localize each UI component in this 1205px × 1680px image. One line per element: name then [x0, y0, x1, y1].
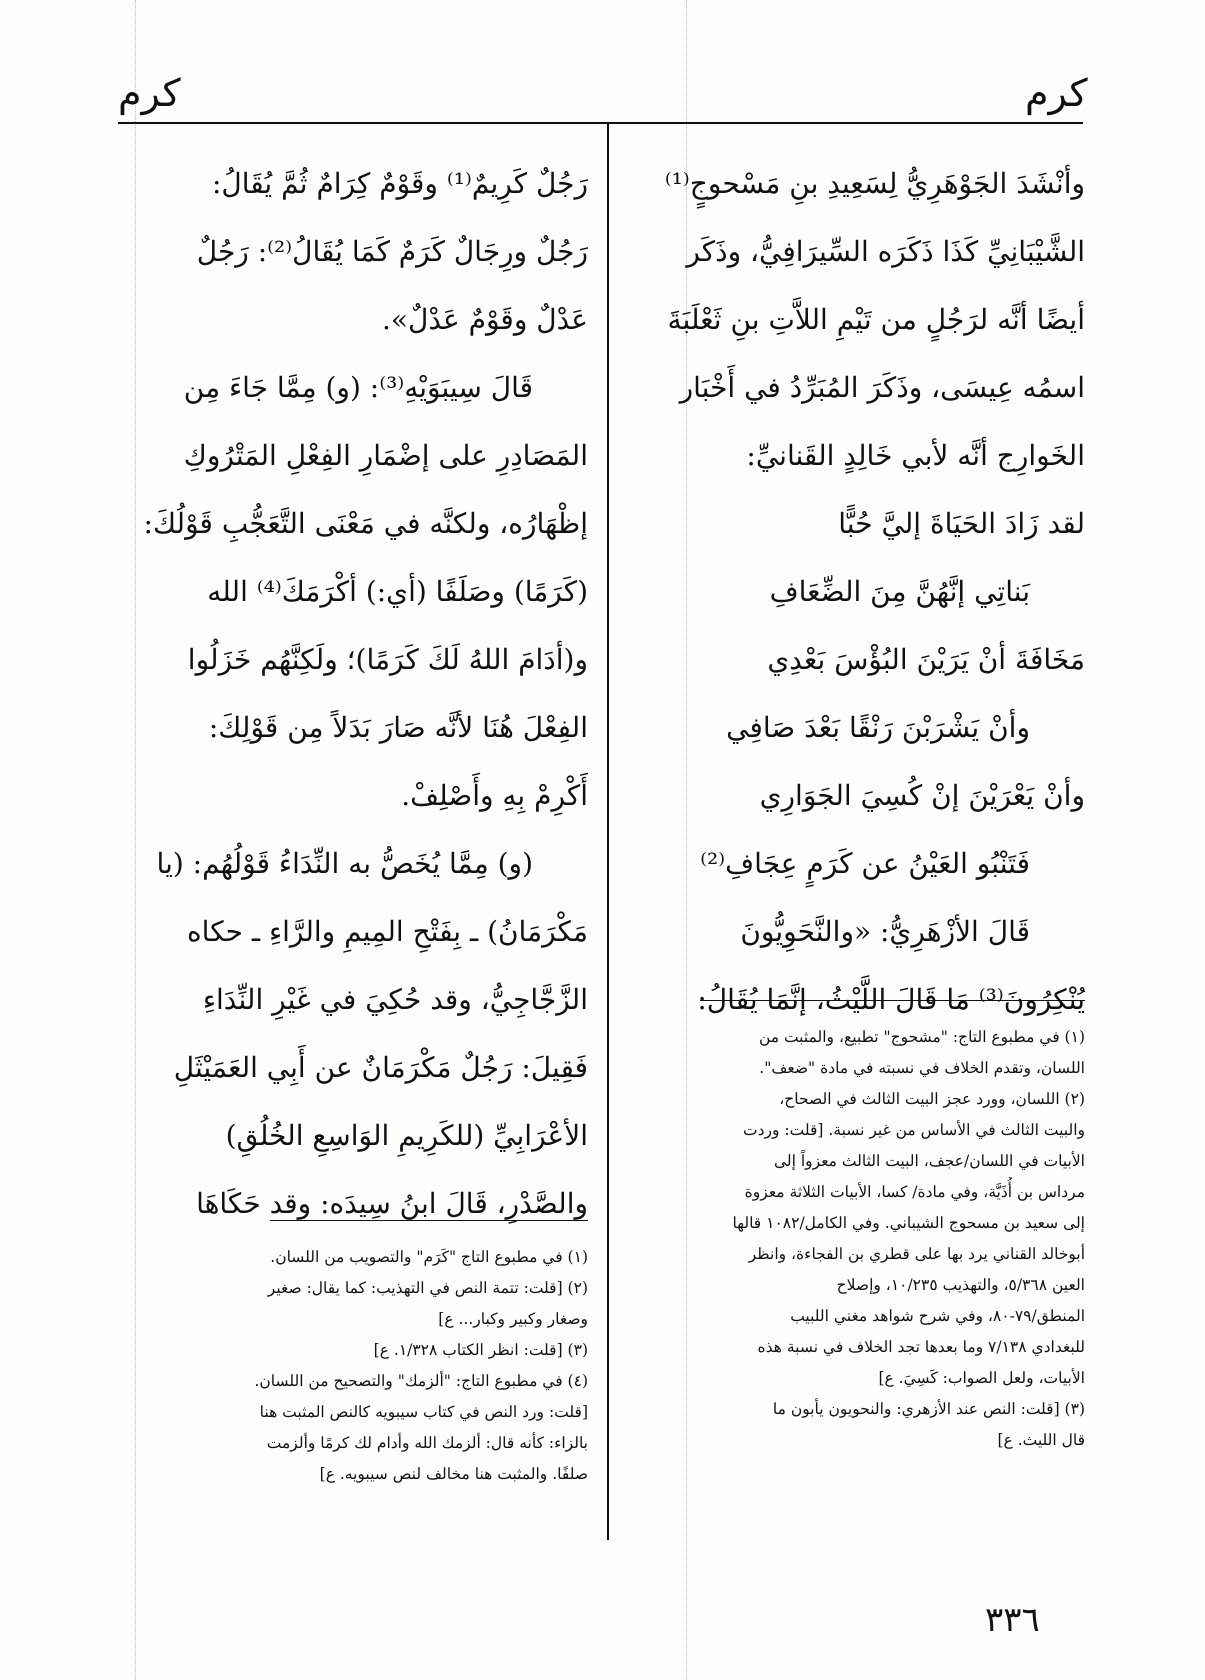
footnote-line: العين ٥/٣٦٨، والتهذيب ١٠/٢٣٥، وإصلاح: [836, 1276, 1085, 1294]
text-line: المَصَادِرِ على إضْمَارِ الفِعْلِ المَتْرُوكِ: [183, 439, 588, 472]
verse-line: لقد زَادَ الحَيَاةَ إليَّ حُبًّا: [838, 507, 1085, 540]
footnotes-right: [640, 1022, 1085, 1456]
footnote-line: أبوخالد القناني يرد بها على قطري بن الفجاءة، وانظر: [748, 1245, 1085, 1263]
text-line: الفِعْلَ هُنَا لأنَّه صَارَ بَدَلاً مِن قَوْلِكَ:: [208, 711, 588, 744]
column-divider: [607, 122, 609, 1540]
text-line: اسمُه عِيسَى، وذَكَرَ المُبَرِّدُ في أَخْبَار: [679, 371, 1085, 404]
text-line: وأنْشَدَ الجَوْهَرِيُّ لِسَعِيدِ بنِ مَسْحوجٍ⁽¹⁾: [664, 167, 1085, 200]
verse-line: فَتَنْبُو العَيْنُ عن كَرَمٍ عِجَافِ⁽²⁾: [700, 847, 1030, 880]
text-line: (كَرَمًا) وصَلَفًا (أي:) أكْرَمَكَ⁽⁴⁾ الله: [207, 575, 588, 608]
footnote-line: [قلت: ورد النص في كتاب سيبويه كالنص المثبت هنا: [259, 1403, 588, 1421]
footnote-rule-left: [270, 1220, 588, 1221]
footnote-line: إلى سعيد بن مسحوج الشيباني. وفي الكامل/١٠٨٢ قالها: [732, 1214, 1085, 1232]
text-line: أَكْرِمْ بِهِ وأَصْلِفْ.: [401, 779, 588, 812]
text-line: قَالَ الأزْهَرِيُّ: «والنَّحَوِيُّونَ: [740, 915, 1030, 948]
footnote-line: (١) في مطبوع التاج "كَرَم" والتصويب من اللسان.: [270, 1248, 588, 1266]
verse-line: مَخَافَةَ أنْ يَرَيْنَ البُؤْسَ بَعْدِي: [767, 643, 1085, 676]
text-line: رَجُلٌ ورِجَالٌ كَرَمٌ كَمَا يُقَالُ⁽²⁾: رَجُلٌ: [196, 235, 588, 268]
text-line: يُنْكِرُونَ⁽³⁾ مَا قَالَ اللَّيْثُ، إنَّمَا يُقَالُ:: [697, 983, 1085, 1016]
footnote-line: (٣) [قلت: انظر الكتاب ١/٣٢٨. ع]: [373, 1341, 588, 1359]
right-column: [640, 150, 1085, 1034]
left-column: [118, 150, 588, 1238]
text-line: (و) مِمَّا يُخَصُّ به النِّدَاءُ قَوْلُهُم: (يا: [156, 847, 533, 880]
text-line: الشَّيْبَانِيِّ كَذَا ذَكَرَه السِّيرَافِيُّ، وذَكَر: [686, 235, 1085, 268]
footnote-line: (٣) [قلت: النص عند الأزهري: والنحويون يأبون ما: [772, 1400, 1085, 1418]
text-line: و(أدَامَ اللهُ لَكَ كَرَمًا)؛ ولَكِنَّهُم خَزَلُوا: [187, 643, 588, 676]
text-line: أيضًا أنَّه لرَجُلٍ من تَيْمِ اللاَّتِ بنِ ثَعْلَبَةَ: [667, 303, 1085, 336]
verse-line: بَناتِي إنَّهُنَّ مِنَ الضِّعَافِ: [769, 575, 1030, 608]
footnote-line: (٢) اللسان، وورد عجز البيت الثالث في الصحاح،: [779, 1090, 1085, 1108]
text-line: رَجُلٌ كَرِيمٌ⁽¹⁾ وقَوْمٌ كِرَامٌ ثُمَّ يُقَالُ:: [211, 167, 588, 200]
text-line: الأعْرَابِيِّ (للكَرِيمِ الوَاسِعِ الخُلُقِ): [225, 1119, 588, 1152]
text-line: الزَّجَّاجِيُّ، وقد حُكِيَ في غَيْرِ النِّدَاءِ: [202, 983, 588, 1016]
text-line: مَكْرَمَانُ) ـ بِفَتْحِ المِيمِ والرَّاءِ ـ حكاه: [187, 915, 588, 948]
footnote-line: المنطق/٧٩-٨٠، وفي شرح شواهد مغني اللبيب: [790, 1307, 1085, 1325]
footnote-line: (١) في مطبوع التاج: "مشحوج" تطبيع، والمثبت من: [758, 1028, 1085, 1046]
header-word-right: كرم: [1025, 71, 1088, 115]
footnotes-left: [118, 1242, 588, 1490]
footnote-line: بالزاء: كأنه قال: ألزمك الله وأدام لك كرمًا وألزمت: [266, 1434, 588, 1452]
footnote-line: للبغدادي ٧/١٣٨ وما بعدها تجد الخلاف في نسبة هذه: [757, 1338, 1085, 1356]
text-line: قَالَ سِيبَوَيْهِ⁽³⁾: (و) مِمَّا جَاءَ مِن: [183, 371, 533, 404]
footnote-rule-right: [700, 1000, 1085, 1001]
footnote-line: صلفًا. والمثبت هنا مخالف لنص سيبويه. ع]: [319, 1465, 588, 1483]
footnote-line: الأبيات، ولعل الصواب: كَسِيَ. ع]: [878, 1369, 1085, 1387]
header-rule: [118, 122, 1083, 124]
footnote-line: مرداس بن أُذَيَّة، وفي مادة/ كسا، الأبيات الثلاثة معزوة: [744, 1183, 1085, 1201]
footnote-line: والبيت الثالث في الأساس من غير نسبة. [قلت: وردت: [743, 1121, 1085, 1139]
footnote-line: الأبيات في اللسان/عجف، البيت الثالث معزواً إلى: [773, 1152, 1085, 1170]
text-line: فَقِيلَ: رَجُلٌ مَكْرَمَانٌ عن أَبِي العَمَيْثَلِ: [173, 1051, 588, 1084]
footnote-line: اللسان، وتقدم الخلاف في نسبته في مادة "ضعف".: [759, 1059, 1085, 1077]
page-number: ٣٣٦: [985, 1600, 1040, 1640]
footnote-line: (٢) [قلت: تتمة النص في التهذيب: كما يقال: صغير: [267, 1279, 588, 1297]
text-line: إظْهَارُه، ولكنَّه في مَعْنَى التَّعَجُّبِ قَوْلُكَ:: [143, 507, 588, 540]
header-word-left: كرم: [118, 71, 181, 115]
footnote-line: قال الليث. ع]: [997, 1431, 1085, 1449]
footnote-line: (٤) في مطبوع التاج: "ألزمك" والتصحيح من اللسان.: [254, 1372, 588, 1390]
verse-line: وأنْ يَعْرَيْنَ إنْ كُسِيَ الجَوَارِي: [759, 779, 1085, 812]
text-line: الخَوارِج أنَّه لأبي خَالِدٍ القَنانيِّ:: [746, 439, 1085, 472]
text-line: والصَّدْرِ، قَالَ ابنُ سِيدَه: وقد حَكَاهَا: [196, 1187, 588, 1220]
verse-line: وأنْ يَشْرَبْنَ رَنْقًا بَعْدَ صَافِي: [726, 711, 1030, 744]
text-line: عَدْلٌ وقَوْمٌ عَدْلٌ».: [381, 303, 588, 336]
footnote-line: وصغار وكبير وكبار... ع]: [438, 1310, 588, 1328]
